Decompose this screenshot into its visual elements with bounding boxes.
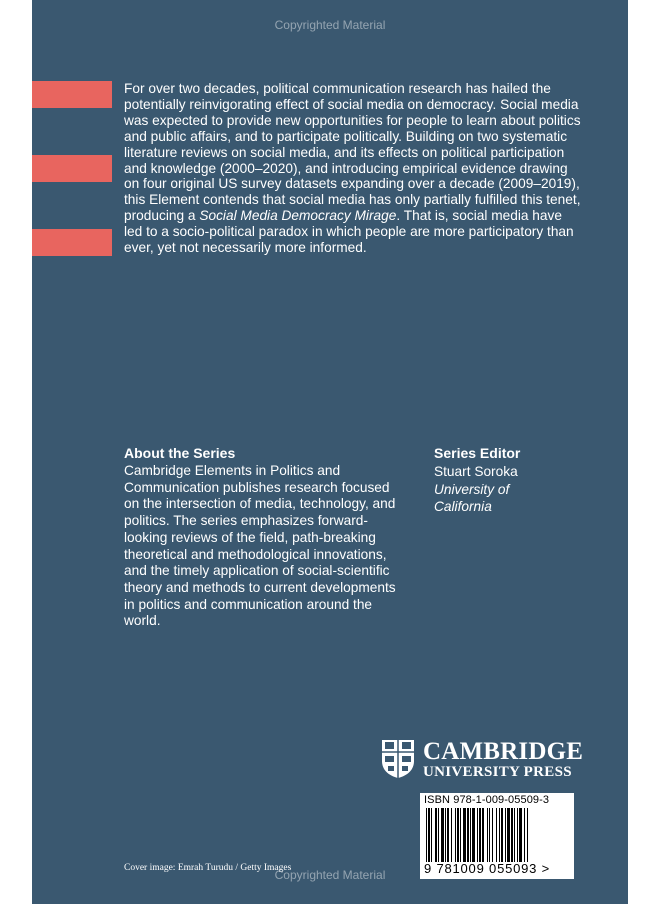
publisher-name-line1: CAMBRIDGE bbox=[423, 738, 584, 765]
series-editor-heading: Series Editor bbox=[434, 445, 521, 461]
barcode-bars bbox=[424, 808, 570, 862]
blurb-text bbox=[124, 81, 582, 256]
isbn-barcode bbox=[420, 793, 574, 879]
accent-bar-1 bbox=[32, 81, 112, 108]
watermark-top: Copyrighted Material bbox=[274, 18, 386, 32]
blurb-part-1: For over two decades, political communication research has hailed the potentially reinvigorating effect of social media on democracy. Social media was expected to provide new opportunities for people to learn about politics and public affairs, and to participate politically. Building on two systematic literature reviews on social media, and its effects on political participation and knowledge (2000–2020), and introducing empirical evidence drawing on four original US survey datasets expanding over a decade (2009–2019), this Element contends that social media has only partially fulfilled this tenet, producing a bbox=[124, 81, 581, 224]
series-editor-affiliation: University of California bbox=[434, 482, 510, 514]
cover-image-credit: Cover image: Emrah Turudu / Getty Images bbox=[124, 863, 292, 873]
about-series-text: Cambridge Elements in Politics and Communication publishes research focused on the intersection of media, technology, and politics. The series emphasizes forward-looking reviews of the field, path-breaking theoretical and methodological innovations, and the timely application of social-scientific theory and methods to current developments in politics and communication around the world. bbox=[124, 463, 396, 629]
isbn-label: ISBN 978-1-009-05509-3 bbox=[424, 794, 550, 806]
cambridge-shield-icon bbox=[381, 739, 415, 779]
blurb-emphasis: Social Media Democracy Mirage bbox=[199, 208, 397, 224]
accent-bar-2 bbox=[32, 155, 112, 182]
series-editor-name: Stuart Soroka bbox=[434, 464, 518, 479]
watermark-bottom: Copyrighted Material bbox=[274, 868, 386, 882]
accent-bar-3 bbox=[32, 229, 112, 256]
publisher-name-line2: UNIVERSITY PRESS bbox=[423, 764, 572, 780]
blurb-part-2: . That is, social media have led to a socio-political paradox in which people are more participatory than ever, yet not necessarily more informed. bbox=[124, 208, 574, 256]
publisher-logo bbox=[381, 738, 584, 781]
isbn-digits: 9 781009 055093 > bbox=[424, 861, 551, 876]
about-series-heading: About the Series bbox=[124, 445, 236, 461]
